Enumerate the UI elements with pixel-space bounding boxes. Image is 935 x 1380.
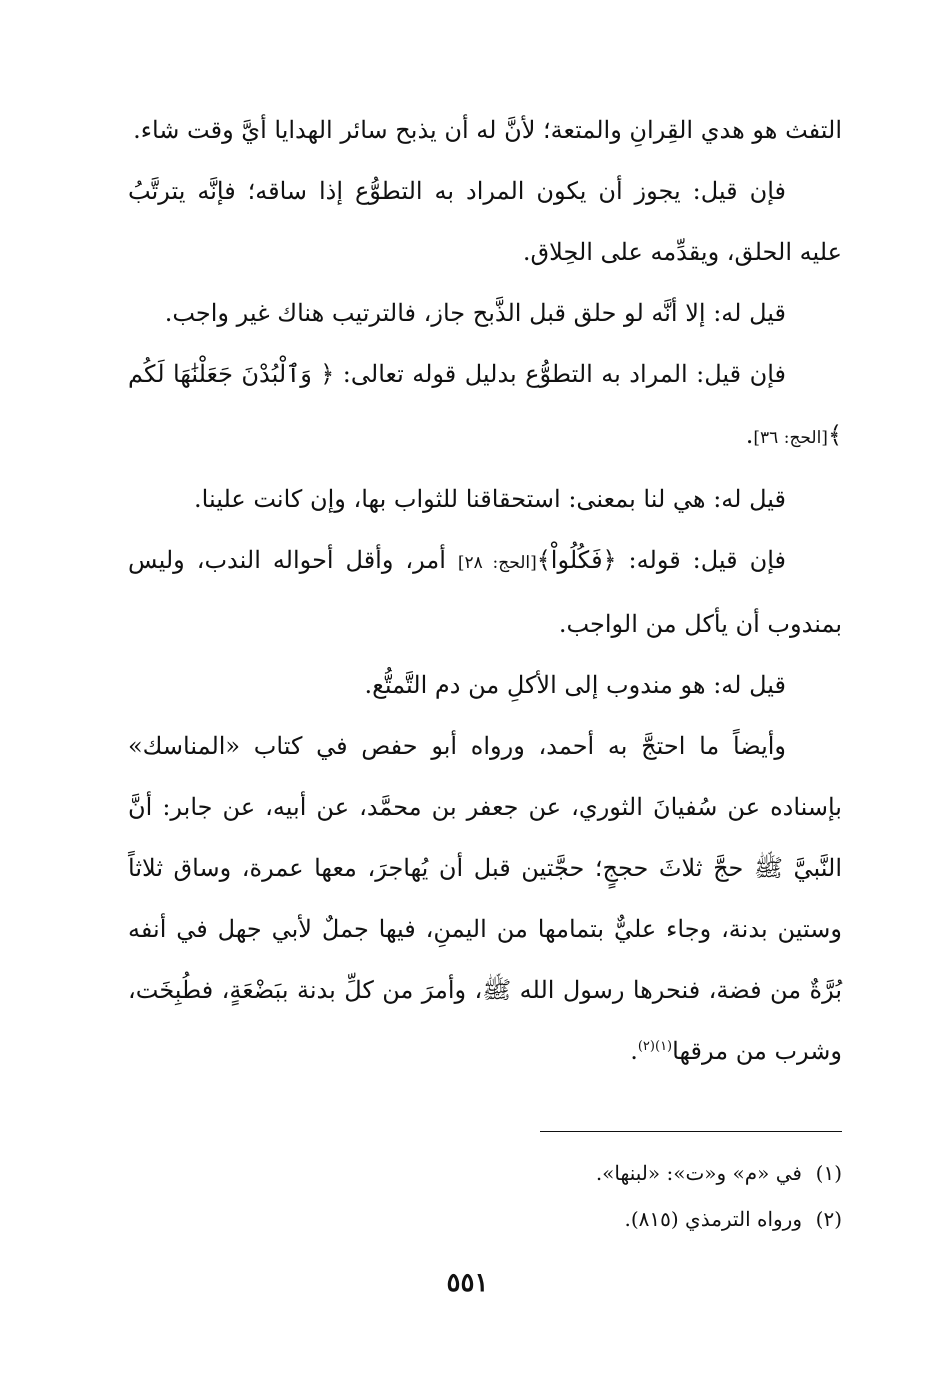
footnote-2-number: (٢) [815,1207,842,1231]
footnote-2-text: ورواه الترمذي (٨١٥). [624,1207,802,1231]
paragraph-6 [128,530,842,655]
footnote-mark-1: (١) [654,1039,673,1054]
footnote-1-number: (١) [815,1161,842,1185]
page-number: ٥٥١ [446,1268,489,1298]
paragraph-6-text: فإن قيل: قوله: ﴿فَكُلُواْ﴾ [536,546,786,574]
footnote-2 [128,1196,842,1242]
paragraph-1: التفث هو هدي القِرانِ والمتعة؛ لأنَّ له أن يذبح سائر الهدايا أيَّ وقت شاء. [133,116,842,144]
footnote-mark-2: (٢) [637,1039,655,1054]
quran-reference-1: [الحج: ٣٦] [753,428,828,448]
paragraph-4-text: فإن قيل: المراد به التطوُّع بدليل قوله تعالى: ﴿ وَٱلْبُدْنَ جَعَلْنَٰهَا لَكُم ﴾ [128,360,842,449]
quran-reference-2: [الحج: ٢٨] [457,553,537,573]
paragraph-3: قيل له: إلا أنَّه لو حلق قبل الذَّبح جاز، فالترتيب هناك غير واجب. [164,299,786,327]
paragraph-5: قيل له: هي لنا بمعنى: استحقاقنا للثواب بها، وإن كانت علينا. [194,485,786,513]
paragraph-4 [128,344,842,469]
paragraph-7: قيل له: هو مندوب إلى الأكلِ من دم التَّمتُّع. [364,671,786,699]
footnote-1 [128,1150,842,1196]
main-text [128,100,842,1082]
footnote-divider [540,1131,842,1132]
footnotes [128,1150,842,1242]
paragraph-8-text: وأيضاً ما احتجَّ به أحمد، ورواه أبو حفص في كتاب «المناسك» بإسناده عن سُفيانَ الثوري، عن جعفر بن محمَّد، عن أبيه، عن جابر: أنَّ النَّبيَّ ﷺ حجَّ ثلاثَ حججٍ؛ حجَّتين قبل أن يُهاجرَ، معها عمرة، وساق ثلاثاً وستين بدنة، وجاء عليٌّ بتمامها من اليمنِ، فيها جملٌ لأبي جهل في أنفه بُرَّةٌ من فضة، فنحرها رسول الله ﷺ، وأمرَ من كلِّ بدنة ببَضْعَةٍ، فطُبِخَت، وشرب من مرقها [128,732,842,1065]
paragraph-2: فإن قيل: يجوز أن يكون المراد به التطوُّع إذا ساقه؛ فإنَّه يترتَّبُ عليه الحلق، ويقدِّمه على الحِلاق. [128,177,842,266]
paragraph-8 [128,716,842,1082]
paragraph-4-end: . [745,421,754,449]
footnote-1-text: في «م» و«ت»: «لبنها». [595,1161,802,1185]
paragraph-8-end: . [630,1037,638,1065]
paragraph-6-rest: أمر، وأقل أحواله الندب، وليس بمندوب أن يأكل من الواجب. [128,546,842,638]
